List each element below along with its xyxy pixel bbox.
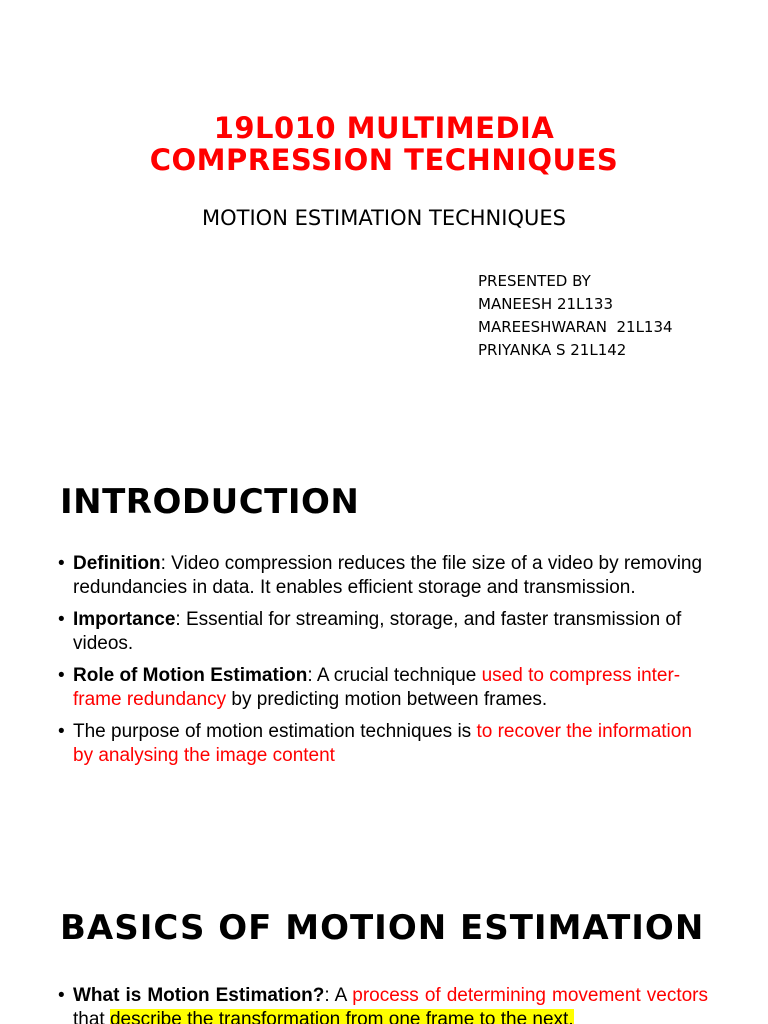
course-title-line2: COMPRESSION TECHNIQUES: [149, 143, 619, 177]
bullet-separator: :: [307, 665, 313, 686]
slide-heading: INTRODUCTION: [60, 482, 360, 522]
bullet-text: that: [73, 1009, 110, 1024]
presenter-name: MANEESH 21L133: [478, 295, 614, 313]
bullet-separator: :: [175, 609, 181, 630]
introduction-slide: [0, 432, 768, 864]
slide-heading: BASICS OF MOTION ESTIMATION: [60, 908, 705, 948]
bullet-term: Role of Motion Estimation: [73, 665, 308, 686]
bullet-text: A: [329, 985, 353, 1006]
bullet-definition: [58, 552, 708, 600]
course-title-line1: 19L010 MULTIMEDIA: [213, 111, 555, 145]
bullet-text: by predicting motion between frames.: [226, 689, 548, 710]
bullet-term: Importance: [73, 609, 176, 630]
bullet-emphasis: process of determining movement vectors: [352, 985, 708, 1006]
bullet-importance: [58, 608, 708, 656]
title-slide: [0, 0, 768, 432]
course-title: [0, 112, 768, 176]
bullet-highlight: describe the transformation from one frame to the next.: [110, 1009, 574, 1024]
bullet-text: A crucial technique: [312, 665, 482, 686]
bullet-list: [58, 984, 708, 1024]
bullet-term: Definition: [73, 553, 161, 574]
basics-slide: [0, 864, 768, 1024]
bullet-purpose: [58, 720, 708, 768]
bullet-separator: :: [160, 553, 166, 574]
bullet-what-is: [58, 984, 708, 1024]
presenters-label: PRESENTED BY: [478, 272, 591, 290]
bullet-term: What is Motion Estimation?: [73, 985, 325, 1006]
bullet-text: Essential for streaming, storage, and faster transmission of videos.: [73, 609, 682, 654]
presentation-subtitle: MOTION ESTIMATION TECHNIQUES: [202, 206, 566, 230]
presenters-block: [478, 270, 673, 362]
presenter-name: PRIYANKA S 21L142: [478, 341, 627, 359]
bullet-emphasis: to recover the information by analysing the image content: [73, 721, 692, 766]
bullet-list: [58, 552, 708, 776]
bullet-role: [58, 664, 708, 712]
presenter-name: MAREESHWARAN 21L134: [478, 318, 673, 336]
bullet-text: Video compression reduces the file size of a video by removing redundancies in data. It enables efficient storage and transmission.: [73, 553, 703, 598]
bullet-text: The purpose of motion estimation techniques is: [73, 721, 477, 742]
bullet-separator: :: [324, 985, 330, 1006]
bullet-emphasis: used to compress inter-frame redundancy: [73, 665, 681, 710]
